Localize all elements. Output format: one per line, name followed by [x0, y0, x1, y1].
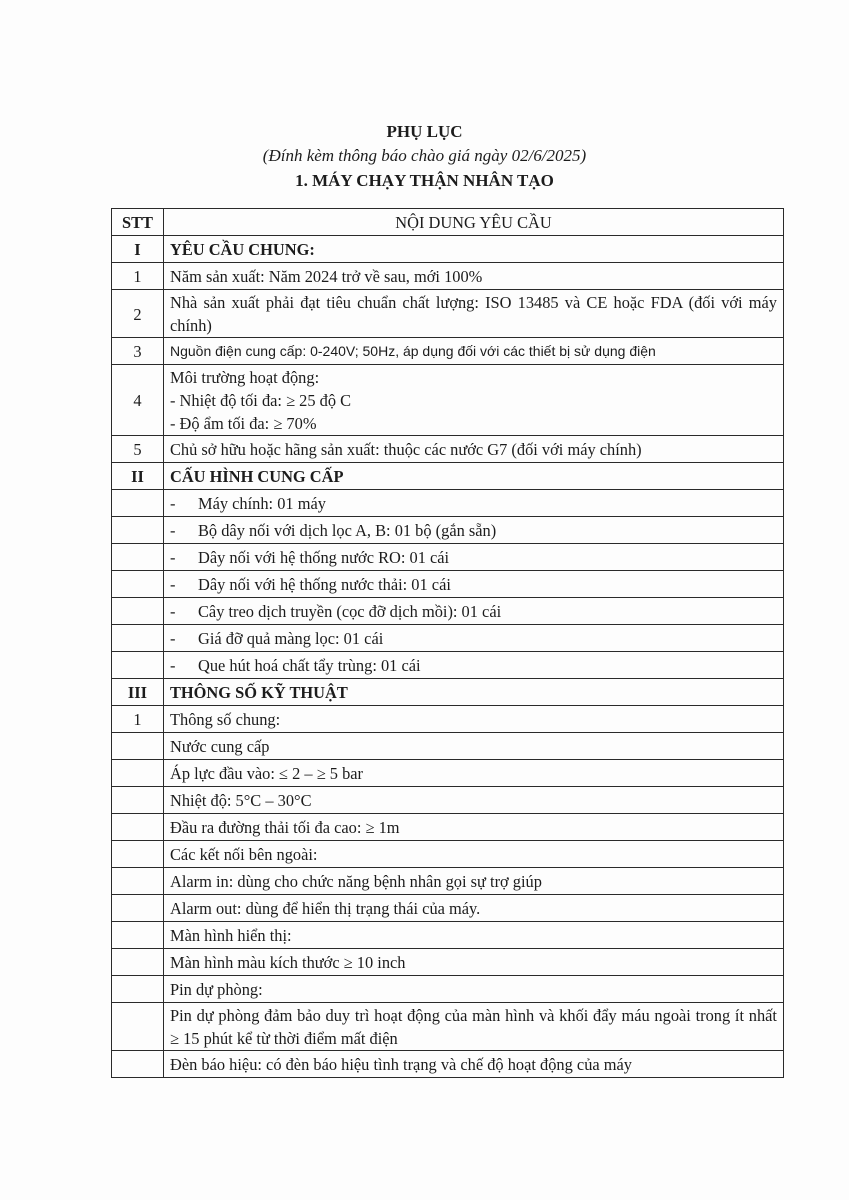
- bullet-dash: -: [170, 602, 176, 621]
- row-number: [112, 652, 164, 679]
- row-number: II: [112, 463, 164, 490]
- table-row: [112, 263, 784, 290]
- table-row: [112, 517, 784, 544]
- row-number: [112, 922, 164, 949]
- row-number: [112, 571, 164, 598]
- row-number: [112, 1003, 164, 1051]
- row-number: [112, 841, 164, 868]
- config-item-text: Dây nối với hệ thống nước thải: 01 cái: [198, 575, 451, 594]
- table-row: [112, 436, 784, 463]
- config-item: [164, 490, 784, 517]
- table-row: [112, 868, 784, 895]
- row-number: 3: [112, 338, 164, 365]
- row-content: Nhiệt độ: 5°C – 30°C: [164, 787, 784, 814]
- row-content: Nguồn điện cung cấp: 0-240V; 50Hz, áp dụng đối với các thiết bị sử dụng điện: [164, 338, 784, 365]
- requirements-table: [111, 208, 784, 1078]
- table-row: [112, 236, 784, 263]
- row-content-line: - Độ ẩm tối đa: ≥ 70%: [170, 414, 317, 433]
- section-heading: 1. MÁY CHẠY THẬN NHÂN TẠO: [295, 171, 554, 190]
- config-item-text: Giá đỡ quả màng lọc: 01 cái: [198, 629, 384, 648]
- row-content: Alarm in: dùng cho chức năng bệnh nhân gọi sự trợ giúp: [164, 868, 784, 895]
- bullet-dash: -: [170, 521, 176, 540]
- row-content: Năm sản xuất: Năm 2024 trở về sau, mới 100%: [164, 263, 784, 290]
- table-row: [112, 338, 784, 365]
- row-content: Màn hình hiển thị:: [164, 922, 784, 949]
- table-row: [112, 787, 784, 814]
- table-row: [112, 625, 784, 652]
- row-number: [112, 544, 164, 571]
- table-row: [112, 1003, 784, 1051]
- document-title: PHỤ LỤC: [386, 122, 463, 141]
- row-content: Pin dự phòng:: [164, 976, 784, 1003]
- config-item: [164, 652, 784, 679]
- config-item-text: Bộ dây nối với dịch lọc A, B: 01 bộ (gắn sẵn): [198, 521, 497, 540]
- table-row: [112, 490, 784, 517]
- config-item-text: Máy chính: 01 máy: [198, 494, 326, 513]
- config-item-text: Cây treo dịch truyền (cọc đỡ dịch mồi): 01 cái: [198, 602, 502, 621]
- row-number: 2: [112, 290, 164, 338]
- row-content: Chủ sở hữu hoặc hãng sản xuất: thuộc các nước G7 (đối với máy chính): [164, 436, 784, 463]
- row-number: [112, 760, 164, 787]
- bullet-dash: -: [170, 575, 176, 594]
- table-body: [112, 236, 784, 1078]
- config-item-text: Dây nối với hệ thống nước RO: 01 cái: [198, 548, 450, 567]
- bullet-dash: -: [170, 656, 176, 675]
- row-content: Màn hình màu kích thước ≥ 10 inch: [164, 949, 784, 976]
- row-number: [112, 949, 164, 976]
- table-row: [112, 841, 784, 868]
- table-row: [112, 290, 784, 338]
- table-row: [112, 922, 784, 949]
- table-row: [112, 895, 784, 922]
- row-content: Đèn báo hiệu: có đèn báo hiệu tình trạng và chế độ hoạt động của máy: [164, 1051, 784, 1078]
- config-item: [164, 598, 784, 625]
- row-number: I: [112, 236, 164, 263]
- table-header-row: [112, 209, 784, 236]
- row-number: 4: [112, 365, 164, 436]
- document-subtitle: (Đính kèm thông báo chào giá ngày 02/6/2025): [262, 146, 587, 165]
- row-content: Đầu ra đường thải tối đa cao: ≥ 1m: [164, 814, 784, 841]
- row-number: [112, 895, 164, 922]
- table-row: [112, 760, 784, 787]
- row-number: [112, 976, 164, 1003]
- table-row: [112, 652, 784, 679]
- table-row: [112, 463, 784, 490]
- row-number: III: [112, 679, 164, 706]
- table-row: [112, 814, 784, 841]
- row-number: [112, 625, 164, 652]
- config-item: [164, 517, 784, 544]
- row-number: [112, 490, 164, 517]
- row-content: Nhà sản xuất phải đạt tiêu chuẩn chất lượng: ISO 13485 và CE hoặc FDA (đối với máy chính): [164, 290, 784, 338]
- table-row: [112, 1051, 784, 1078]
- row-number: [112, 868, 164, 895]
- row-content: Thông số chung:: [164, 706, 784, 733]
- config-item-text: Que hút hoá chất tẩy trùng: 01 cái: [198, 656, 421, 675]
- table-row: [112, 679, 784, 706]
- bullet-dash: -: [170, 548, 176, 567]
- row-number: [112, 1051, 164, 1078]
- table-row: [112, 706, 784, 733]
- row-number: [112, 733, 164, 760]
- row-number: [112, 814, 164, 841]
- table-row: [112, 733, 784, 760]
- bullet-dash: -: [170, 494, 176, 513]
- table-row: [112, 949, 784, 976]
- row-content: [164, 365, 784, 436]
- row-content: Pin dự phòng đảm bảo duy trì hoạt động của màn hình và khối đẩy máu ngoài trong ít nhất ≥ 15 phút kể từ thời điểm mất điện: [164, 1003, 784, 1051]
- section-title: THÔNG SỐ KỸ THUẬT: [164, 679, 784, 706]
- table-row: [112, 365, 784, 436]
- row-number: 1: [112, 263, 164, 290]
- column-header-stt: STT: [112, 209, 164, 236]
- table-row: [112, 598, 784, 625]
- section-title: CẤU HÌNH CUNG CẤP: [164, 463, 784, 490]
- config-item: [164, 571, 784, 598]
- row-content: Nước cung cấp: [164, 733, 784, 760]
- section-title: YÊU CẦU CHUNG:: [164, 236, 784, 263]
- table-row: [112, 976, 784, 1003]
- row-number: 1: [112, 706, 164, 733]
- row-number: 5: [112, 436, 164, 463]
- row-content: Áp lực đầu vào: ≤ 2 – ≥ 5 bar: [164, 760, 784, 787]
- row-content: Alarm out: dùng để hiển thị trạng thái của máy.: [164, 895, 784, 922]
- bullet-dash: -: [170, 629, 176, 648]
- row-content-line: - Nhiệt độ tối đa: ≥ 25 độ C: [170, 391, 352, 410]
- row-number: [112, 517, 164, 544]
- config-item: [164, 625, 784, 652]
- config-item: [164, 544, 784, 571]
- table-row: [112, 544, 784, 571]
- table-row: [112, 571, 784, 598]
- column-header-content: NỘI DUNG YÊU CẦU: [164, 209, 784, 236]
- row-number: [112, 598, 164, 625]
- row-content-line: Môi trường hoạt động:: [170, 368, 320, 387]
- row-content: Các kết nối bên ngoài:: [164, 841, 784, 868]
- row-number: [112, 787, 164, 814]
